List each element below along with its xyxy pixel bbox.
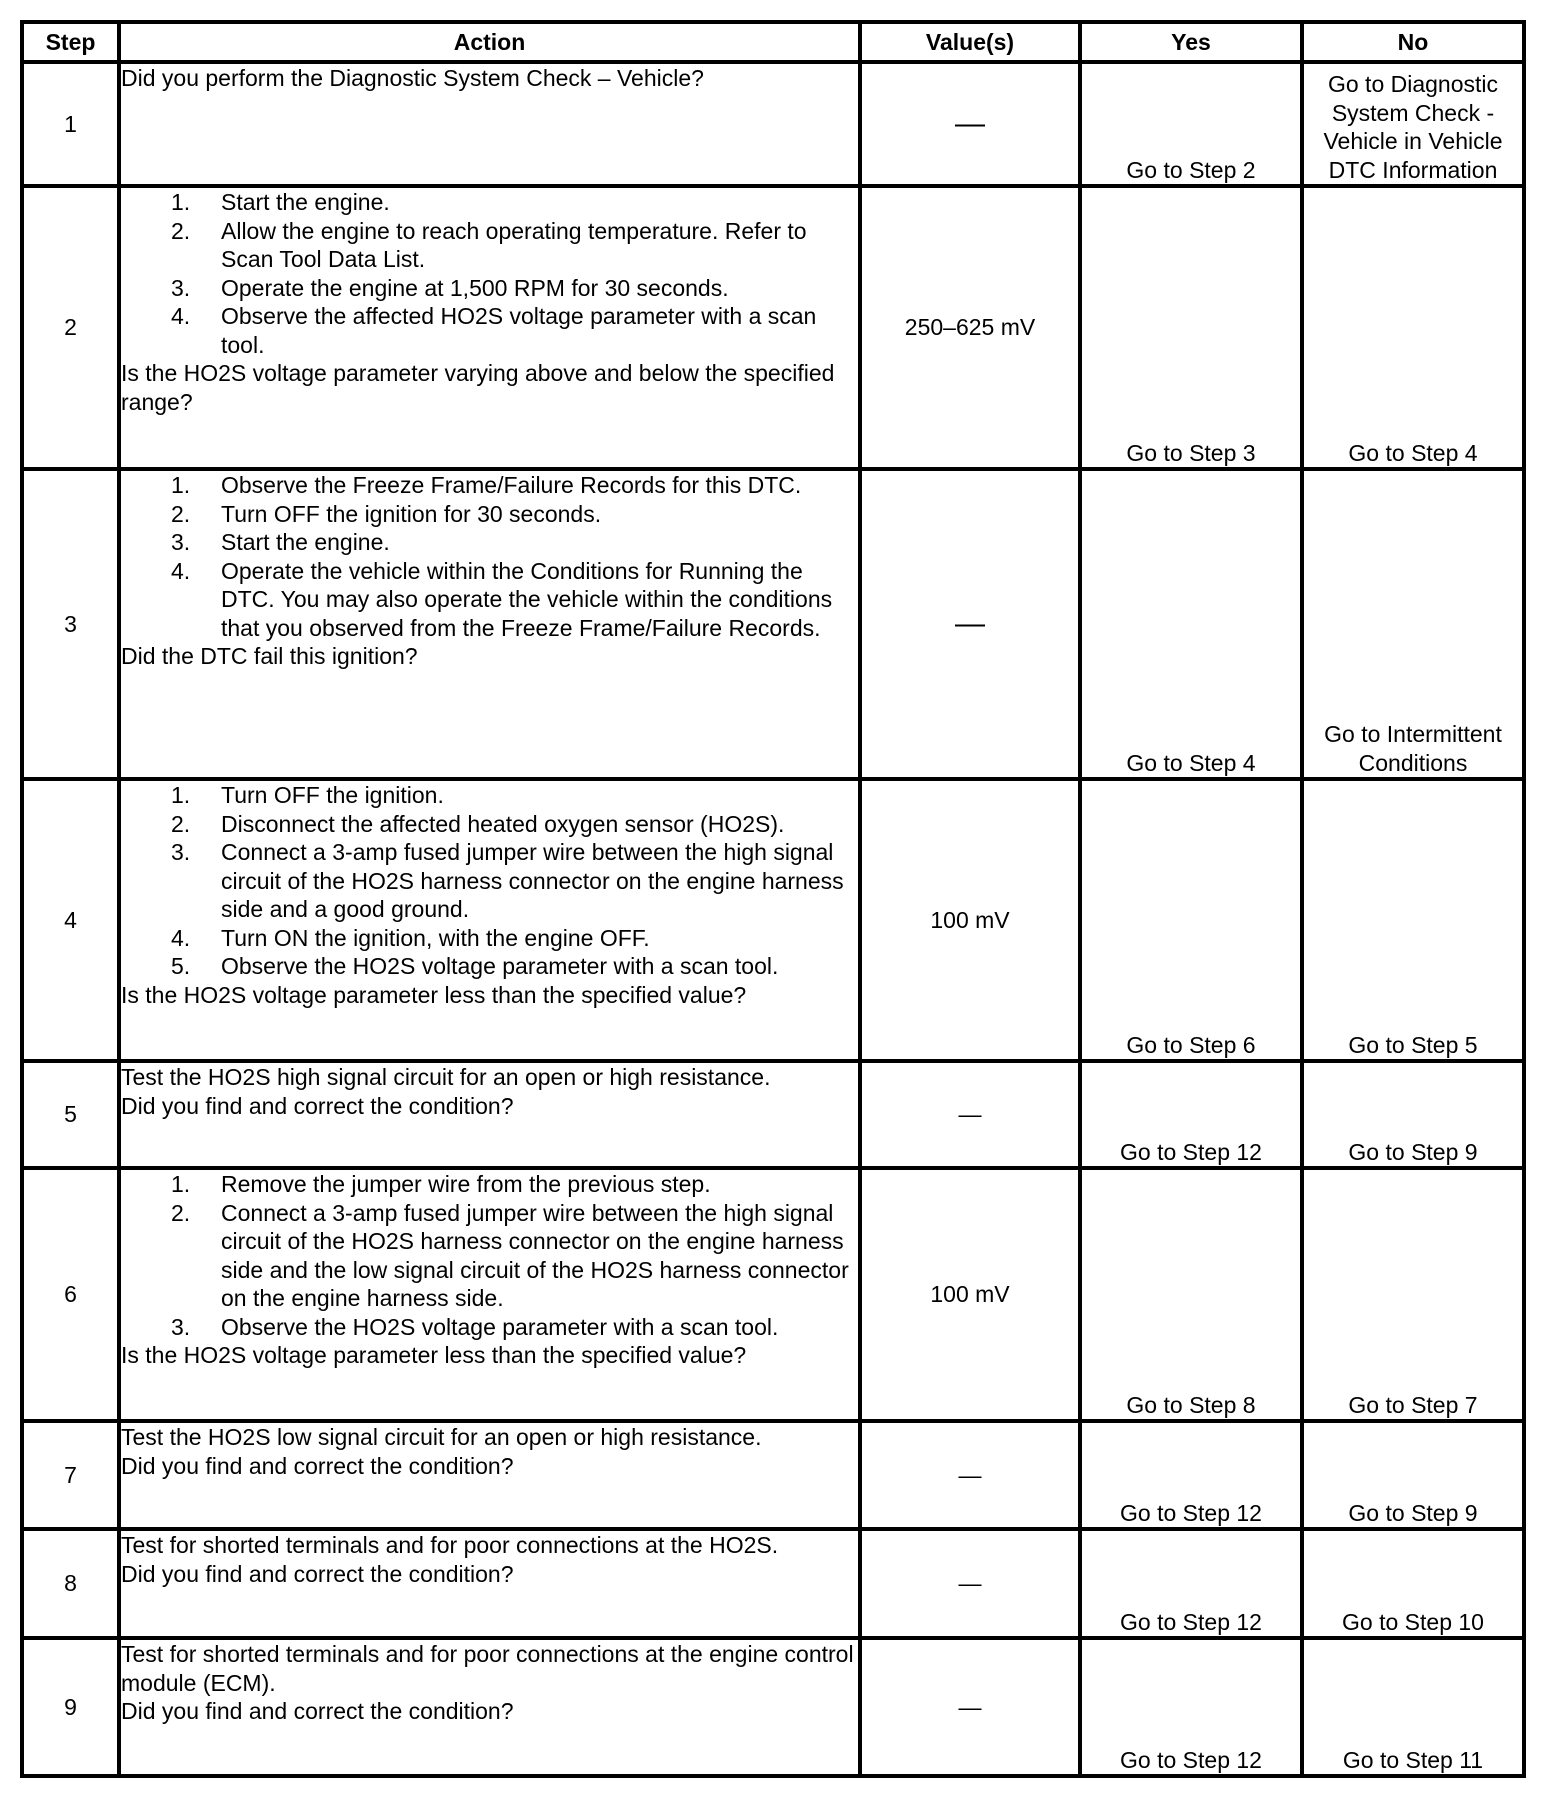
step-number: 9	[22, 1638, 119, 1776]
no-cell: Go to Step 10	[1302, 1529, 1524, 1638]
action-step-item: 4. Observe the affected HO2S voltage parameter with a scan tool.	[171, 303, 817, 358]
action-instruction: Test the HO2S low signal circuit for an open or high resistance.	[121, 1424, 762, 1450]
action-steps-list	[121, 781, 858, 981]
yes-cell: Go to Step 4	[1080, 469, 1302, 779]
action-question: Did you find and correct the condition?	[121, 1092, 514, 1119]
action-step-item: 1. Start the engine.	[171, 189, 390, 215]
table-row	[22, 62, 1524, 186]
no-cell: Go to Step 9	[1302, 1421, 1524, 1529]
step-number: 4	[22, 779, 119, 1061]
yes-cell: Go to Step 3	[1080, 186, 1302, 469]
action-step-item: 2. Connect a 3-amp fused jumper wire between the high signal circuit of the HO2S harness connector on the engine harness side and the low signal circuit of the HO2S harness connector on the engine harness side.	[171, 1199, 849, 1311]
yes-cell: Go to Step 2	[1080, 62, 1302, 186]
table-row	[22, 1529, 1524, 1638]
action-steps-list	[121, 1170, 858, 1341]
header-yes: Yes	[1080, 22, 1302, 62]
action-question: Is the HO2S voltage parameter less than the specified value?	[121, 1342, 747, 1368]
yes-cell: Go to Step 6	[1080, 779, 1302, 1061]
header-row	[22, 22, 1524, 62]
action-step-item: 2. Turn OFF the ignition for 30 seconds.	[171, 500, 602, 527]
action-question: Did you find and correct the condition?	[121, 1452, 514, 1479]
action-step-item: 3. Operate the engine at 1,500 RPM for 30 seconds.	[171, 274, 729, 301]
action-question: Did you perform the Diagnostic System Check – Vehicle?	[121, 65, 704, 91]
action-step-item: 2. Disconnect the affected heated oxygen sensor (HO2S).	[171, 810, 785, 837]
step-number: 1	[22, 62, 119, 186]
action-step-item: 2. Allow the engine to reach operating temperature. Refer to Scan Tool Data List.	[171, 217, 807, 272]
table-row	[22, 1638, 1524, 1776]
action-instruction: Test for shorted terminals and for poor connections at the engine control module (ECM).	[121, 1641, 854, 1696]
action-question: Is the HO2S voltage parameter less than the specified value?	[121, 981, 747, 1008]
action-question: Did the DTC fail this ignition?	[121, 643, 418, 669]
step-number: 7	[22, 1421, 119, 1529]
action-steps-list	[121, 471, 858, 642]
action-cell	[119, 1168, 860, 1421]
table-row	[22, 1168, 1524, 1421]
step-number: 3	[22, 469, 119, 779]
header-action: Action	[119, 22, 860, 62]
no-cell: Go to Diagnostic System Check - Vehicle in Vehicle DTC Information	[1302, 62, 1524, 186]
yes-cell: Go to Step 12	[1080, 1421, 1302, 1529]
value-cell: —	[860, 62, 1080, 186]
action-step-item: 3. Start the engine.	[171, 529, 390, 555]
action-cell	[119, 1421, 860, 1529]
table-row	[22, 779, 1524, 1061]
step-number: 8	[22, 1529, 119, 1638]
header-values: Value(s)	[860, 22, 1080, 62]
action-step-item: 3. Connect a 3-amp fused jumper wire between the high signal circuit of the HO2S harness connector on the engine harness side and a good ground.	[171, 839, 844, 922]
no-cell: Go to Step 5	[1302, 779, 1524, 1061]
action-step-item: 1. Remove the jumper wire from the previous step.	[171, 1171, 711, 1197]
table-row	[22, 1061, 1524, 1168]
diagnostic-table	[20, 20, 1526, 1778]
action-question: Did you find and correct the condition?	[121, 1560, 514, 1587]
value-cell: 100 mV	[860, 779, 1080, 1061]
yes-cell: Go to Step 12	[1080, 1638, 1302, 1776]
action-question: Is the HO2S voltage parameter varying above and below the specified range?	[121, 360, 835, 415]
header-no: No	[1302, 22, 1524, 62]
yes-cell: Go to Step 12	[1080, 1061, 1302, 1168]
action-step-item: 1. Turn OFF the ignition.	[171, 782, 444, 808]
action-cell	[119, 779, 860, 1061]
no-cell: Go to Step 9	[1302, 1061, 1524, 1168]
table-row	[22, 1421, 1524, 1529]
no-cell: Go to Intermittent Conditions	[1302, 469, 1524, 779]
value-cell: 250–625 mV	[860, 186, 1080, 469]
value-cell: —	[860, 1638, 1080, 1776]
step-number: 2	[22, 186, 119, 469]
action-step-item: 4. Turn ON the ignition, with the engine OFF.	[171, 924, 650, 951]
yes-cell: Go to Step 12	[1080, 1529, 1302, 1638]
value-cell: 100 mV	[860, 1168, 1080, 1421]
action-cell	[119, 186, 860, 469]
no-cell: Go to Step 11	[1302, 1638, 1524, 1776]
action-question: Did you find and correct the condition?	[121, 1698, 514, 1724]
action-step-item: 1. Observe the Freeze Frame/Failure Records for this DTC.	[171, 472, 802, 498]
no-cell: Go to Step 4	[1302, 186, 1524, 469]
value-cell: —	[860, 469, 1080, 779]
table-row	[22, 186, 1524, 469]
action-cell	[119, 469, 860, 779]
action-cell	[119, 1061, 860, 1168]
action-step-item: 3. Observe the HO2S voltage parameter with a scan tool.	[171, 1313, 779, 1340]
action-cell	[119, 1529, 860, 1638]
yes-cell: Go to Step 8	[1080, 1168, 1302, 1421]
value-cell: —	[860, 1529, 1080, 1638]
table-row	[22, 469, 1524, 779]
action-cell	[119, 1638, 860, 1776]
action-step-item: 5. Observe the HO2S voltage parameter with a scan tool.	[171, 953, 779, 979]
step-number: 5	[22, 1061, 119, 1168]
action-steps-list	[121, 188, 858, 359]
no-cell: Go to Step 7	[1302, 1168, 1524, 1421]
header-step: Step	[22, 22, 119, 62]
value-cell: —	[860, 1421, 1080, 1529]
step-number: 6	[22, 1168, 119, 1421]
diagnostic-table-wrapper	[20, 20, 1522, 1778]
action-instruction: Test the HO2S high signal circuit for an open or high resistance.	[121, 1064, 771, 1090]
action-cell	[119, 62, 860, 186]
action-instruction: Test for shorted terminals and for poor connections at the HO2S.	[121, 1532, 779, 1558]
value-cell: —	[860, 1061, 1080, 1168]
action-step-item: 4. Operate the vehicle within the Conditions for Running the DTC. You may also operate the vehicle within the conditions that you observed from the Freeze Frame/Failure Records.	[171, 557, 833, 641]
